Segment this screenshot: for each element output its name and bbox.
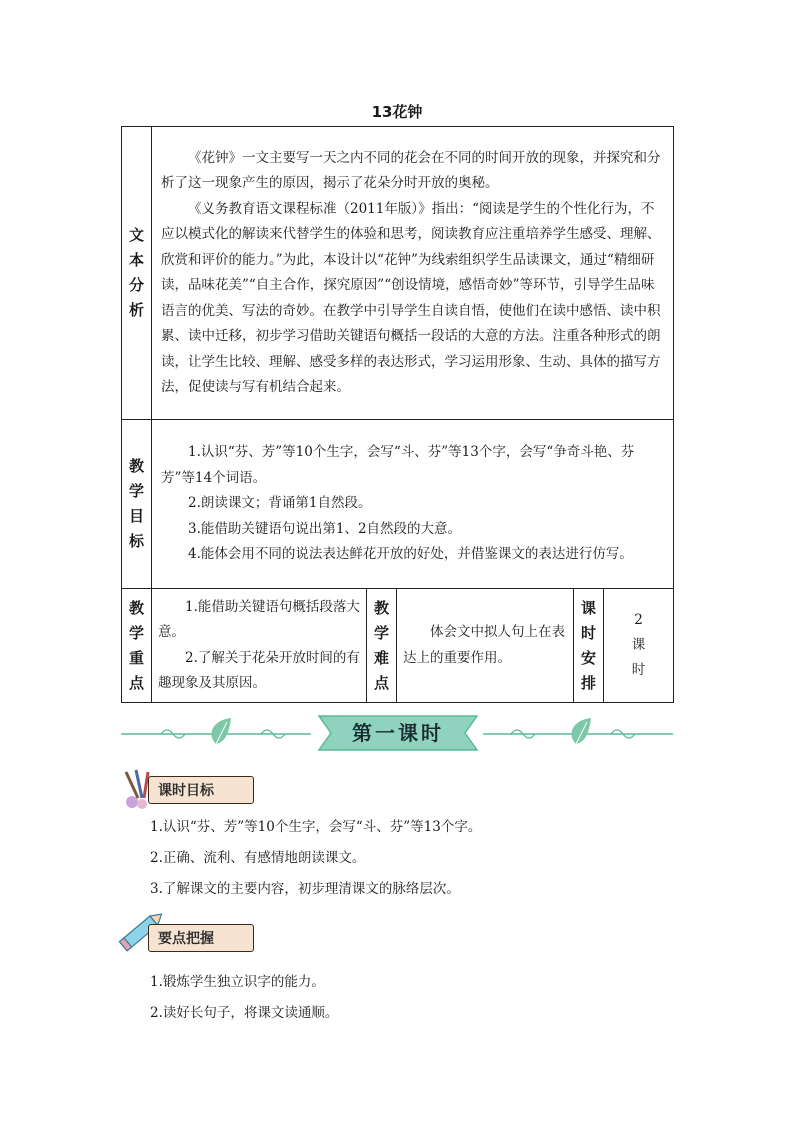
goal-item: 2.朗读课文；背诵第1自然段。 <box>188 495 372 512</box>
lesson-plan-table <box>121 126 674 703</box>
key-grasp-item: 1.锻炼学生独立识字的能力。 <box>150 974 325 990</box>
key-point-item: 1.能借助关键语句概括段落大意。 <box>158 598 360 640</box>
goals-label: 教 学 目 标 <box>122 420 152 589</box>
key-grasp-item: 2.读好长句子，将课文读通顺。 <box>150 1005 339 1021</box>
key-point-item: 2.了解关于花朵开放时间的有趣现象及其原因。 <box>158 649 360 691</box>
goal-item: 4.能体会用不同的说法表达鲜花开放的好处，并借鉴课文的表达进行仿写。 <box>188 546 633 563</box>
leaf-icon <box>571 718 591 744</box>
key-points-text <box>152 589 367 703</box>
lesson-goal-item: 2.正确、流利、有感情地朗读课文。 <box>150 850 366 866</box>
leaf-icon <box>211 718 231 744</box>
schedule-label: 课 时 安 排 <box>574 589 604 703</box>
goal-item: 3.能借助关键语句说出第1、2自然段的大意。 <box>188 520 462 537</box>
analysis-row <box>122 127 674 420</box>
difficulties-text: 体会文中拟人句上在表达上的重要作用。 <box>397 589 574 703</box>
lesson-banner: 第一课时 <box>352 721 444 745</box>
analysis-label: 文 本 分 析 <box>122 127 152 420</box>
goal-item: 1.认识“芬、芳”等10个生字，会写“斗、芬”等13个字，会写“争奇斗艳、芬芳”等14个词语。 <box>161 444 635 486</box>
key-grasp-heading: 要点把握 <box>158 931 214 947</box>
lesson-goals-heading: 课时目标 <box>158 783 214 799</box>
points-row <box>122 589 674 703</box>
page-title: 13花钟 <box>371 103 423 121</box>
analysis-text <box>152 127 674 420</box>
goals-row <box>122 420 674 589</box>
schedule-value: 2 课 时 <box>604 589 674 703</box>
goals-text <box>152 420 674 589</box>
analysis-paragraph: 《花钟》一文主要写一天之内不同的花会在不同的时间开放的现象，并探究和分析了这一现象产生的原因，揭示了花朵分时开放的奥秘。 <box>161 149 661 191</box>
difficulties-label: 教 学 难 点 <box>367 589 397 703</box>
analysis-paragraph: 《义务教育语文课程标准（2011年版）》指出：“阅读是学生的个性化行为，不应以模式化的解读来代替学生的体验和思考，阅读教育应注重培养学生感受、理解、欣赏和评价的能力。”为此，本设计以“花钟”为线索组织学生品读课文，通过“精细研读，品味花美”“自主合作，探究原因”“创设情境，感悟奇妙”等环节，引导学生品味语言的优美、写法的奇妙。在教学中引导学生自读自悟，使他们在读中感悟、读中积累、读中迁移，初步学习借助关键语句概括一段话的大意的方法。注重各种形式的朗读，让学生比较、理解、感受多样的表达形式，学习运用形象、生动、具体的描写方法，促使读与写有机结合起来。 <box>161 200 661 395</box>
lesson-goal-item: 3.了解课文的主要内容，初步理清课文的脉络层次。 <box>150 881 460 897</box>
key-points-label: 教 学 重 点 <box>122 589 152 703</box>
lesson-goal-item: 1.认识“芬、芳”等10个生字，会写“斗、芬”等13个字。 <box>150 819 482 835</box>
